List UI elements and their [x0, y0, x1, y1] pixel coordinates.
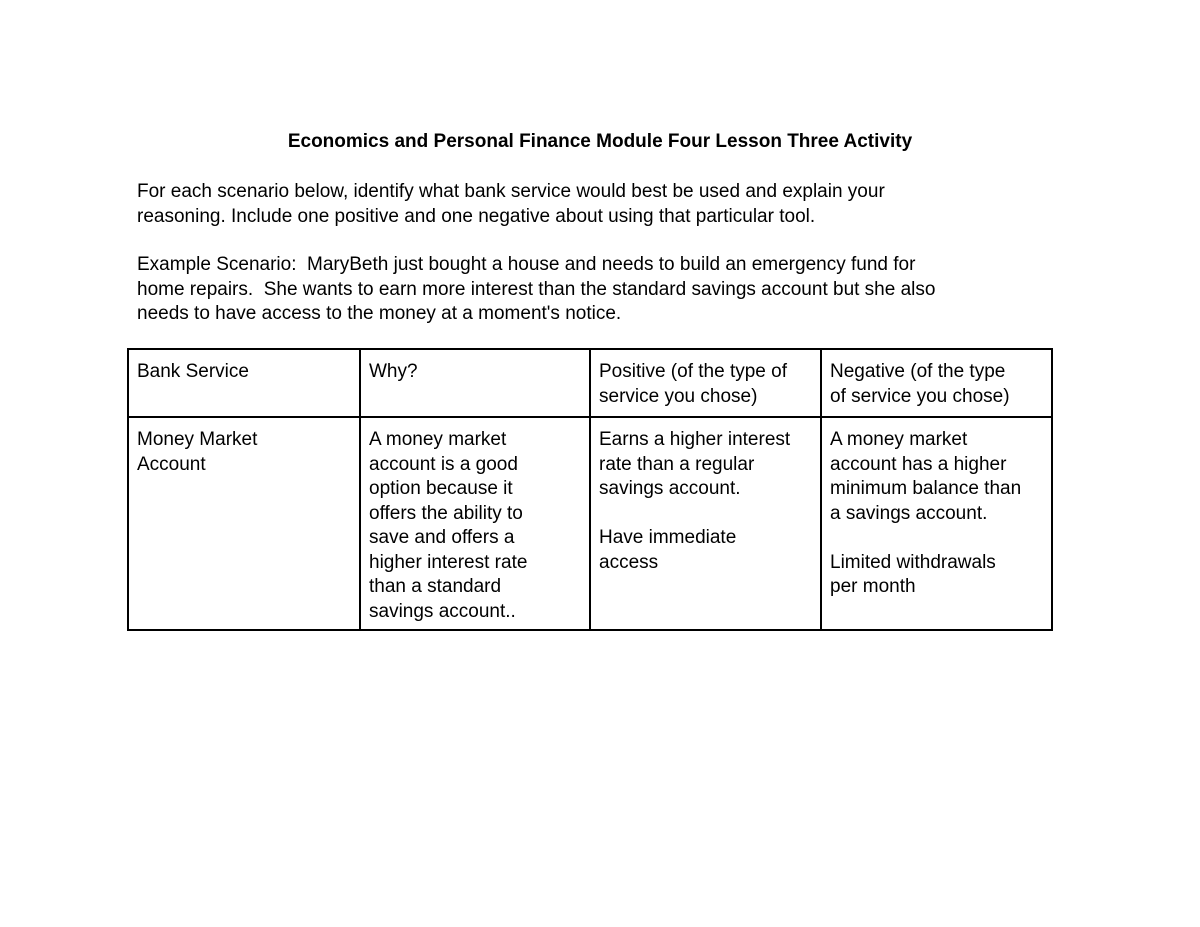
page-title: Economics and Personal Finance Module Four Lesson Three Activity — [287, 131, 913, 152]
instructions-paragraph — [137, 180, 1077, 229]
header-label: Why? — [369, 361, 418, 382]
header-label: service you chose) — [599, 385, 758, 407]
cell-text: Account — [137, 453, 206, 475]
bank-service-table — [127, 348, 1053, 631]
instructions-line: For each scenario below, identify what bank service would best be used and explain your — [137, 181, 885, 202]
cell-negative — [821, 417, 1052, 630]
header-cell-why — [360, 349, 590, 417]
example-scenario-line: needs to have access to the money at a moment's notice. — [137, 303, 622, 324]
cell-text: per month — [830, 576, 916, 597]
table-row — [128, 417, 1052, 630]
cell-text: A money market — [830, 429, 968, 450]
header-cell-negative — [821, 349, 1052, 417]
header-label: Bank Service — [137, 361, 249, 382]
cell-text: offers the ability to — [369, 502, 523, 524]
cell-text: account is a good — [369, 453, 518, 475]
table-header-row — [128, 349, 1052, 417]
header-cell-positive — [590, 349, 821, 417]
cell-text: minimum balance than — [830, 478, 1022, 499]
cell-bank-service — [128, 417, 360, 630]
header-label: Negative (of the type — [830, 361, 1006, 382]
paragraph-gap — [599, 502, 812, 527]
cell-text: a savings account. — [830, 502, 988, 524]
cell-text: account has a higher — [830, 453, 1007, 475]
cell-why — [360, 417, 590, 630]
example-scenario-paragraph — [137, 253, 1077, 327]
cell-text: rate than a regular — [599, 453, 755, 475]
cell-positive — [590, 417, 821, 630]
instructions-line: reasoning. Include one positive and one negative about using that particular tool. — [137, 205, 816, 227]
cell-text: save and offers a — [369, 527, 515, 548]
cell-text: higher interest rate — [369, 551, 528, 573]
cell-text: savings account. — [599, 478, 741, 499]
header-label: Positive (of the type of — [599, 361, 787, 382]
cell-text: access — [599, 551, 659, 573]
header-cell-bank-service — [128, 349, 360, 417]
example-scenario-line: Example Scenario: MaryBeth just bought a house and needs to build an emergency fund for — [137, 254, 916, 275]
cell-text: option because it — [369, 478, 513, 499]
paragraph-gap — [830, 526, 1043, 551]
cell-text: A money market — [369, 429, 507, 450]
cell-text: Have immediate — [599, 527, 737, 548]
header-label: of service you chose) — [830, 385, 1010, 407]
cell-text: Earns a higher interest — [599, 429, 791, 450]
cell-text: than a standard — [369, 576, 502, 597]
example-scenario-line: home repairs. She wants to earn more interest than the standard savings account but she also — [137, 278, 936, 300]
cell-text: Money Market — [137, 429, 258, 450]
cell-text: savings account.. — [369, 600, 516, 622]
cell-text: Limited withdrawals — [830, 551, 996, 573]
